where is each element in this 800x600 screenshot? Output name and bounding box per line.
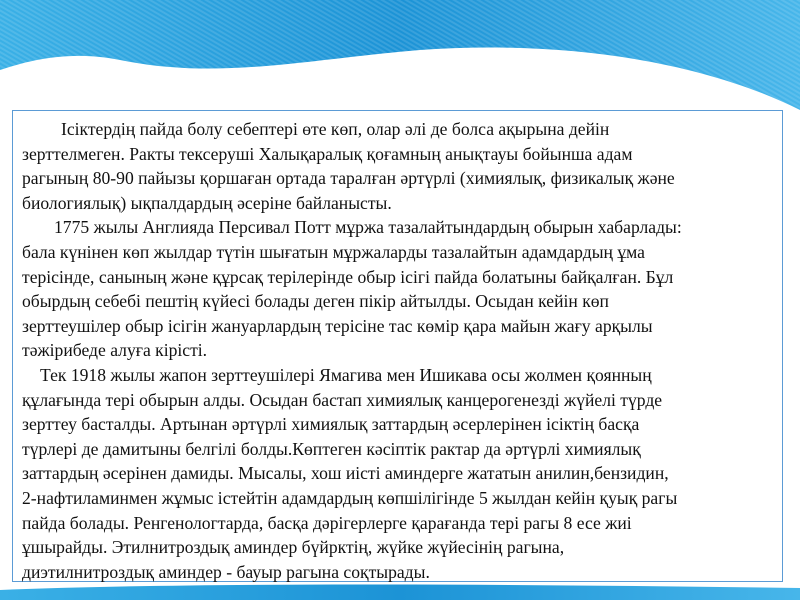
paragraph-line: Ісіктердің пайда болу себептері өте көп, олар әлі де болса ақырына дейін: [61, 119, 610, 139]
paragraph-line: түрлері де дамитыны белгілі болды.Көптеген кәсіптік рактар да әртүрлі химиялық: [22, 438, 641, 459]
paragraph-line: 2-нафтиламинмен жұмыс істейтін адамдардың көпшілігінде 5 жылдан кейін қуық рагы: [22, 488, 678, 508]
paragraph-line: зерттеу басталды. Артынан әртүрлі химиялық заттардың әсерлерінен ісіктің басқа: [22, 414, 640, 435]
text-box: [12, 110, 783, 582]
paragraph-line: құлағында тері обырын алды. Осыдан бастап химиялық канцерогенезді жүйелі түрде: [22, 389, 663, 410]
paragraph-line: зерттеушілер обыр ісігін жануарлардың терісіне тас көмір қара майын жағу арқылы: [22, 315, 653, 336]
paragraph-line: зерттелмеген. Ракты тексеруші Халықаралық қоғамның анықтауы бойынша адам: [22, 143, 633, 164]
paragraph-line: бала күнінен көп жылдар түтін шығатын мұржаларды тазалайтын адамдардың ұма: [22, 242, 645, 262]
paragraph-line: рагының 80-90 пайызы қоршаған ортада таралған әртүрлі (химиялық, физикалық және: [22, 168, 675, 189]
paragraph-line: обырдың себебі пештің күйесі болады деген пікір айтылды. Осыдан кейін көп: [22, 291, 609, 312]
paragraph-line: ұшырайды. Этилнитроздық аминдер бүйрктің, жүйке жүйесінің рагына,: [22, 537, 565, 558]
bottom-wave-decoration: [0, 585, 800, 600]
paragraph-line: пайда болады. Ренгенологтарда, басқа дәрігерлерге қарағанда тері рагы 8 есе жиі: [22, 512, 632, 533]
paragraph-line: диэтилнитроздық аминдер - бауыр рагына соқтырады.: [22, 561, 430, 582]
paragraph-line: заттардың әсерінен дамиды. Мысалы, хош иісті аминдерге жататын анилин,бензидин,: [22, 463, 669, 484]
paragraph-line: терісінде, санының және құрсақ терілерінде обыр ісігі пайда болатыны байқалған. Бұл: [22, 266, 674, 287]
paragraph-line: 1775 жылы Англияда Персивал Потт мұржа тазалайтындардың обырын хабарлады:: [54, 217, 682, 238]
paragraph-line: биологиялық) ықпалдардың әсеріне байланысты.: [22, 192, 392, 213]
paragraph-line: Тек 1918 жылы жапон зерттеушілері Ямагива мен Ишикава осы жолмен қоянның: [40, 365, 652, 385]
paragraph-line: тәжірибеде алуға кірісті.: [22, 340, 208, 361]
